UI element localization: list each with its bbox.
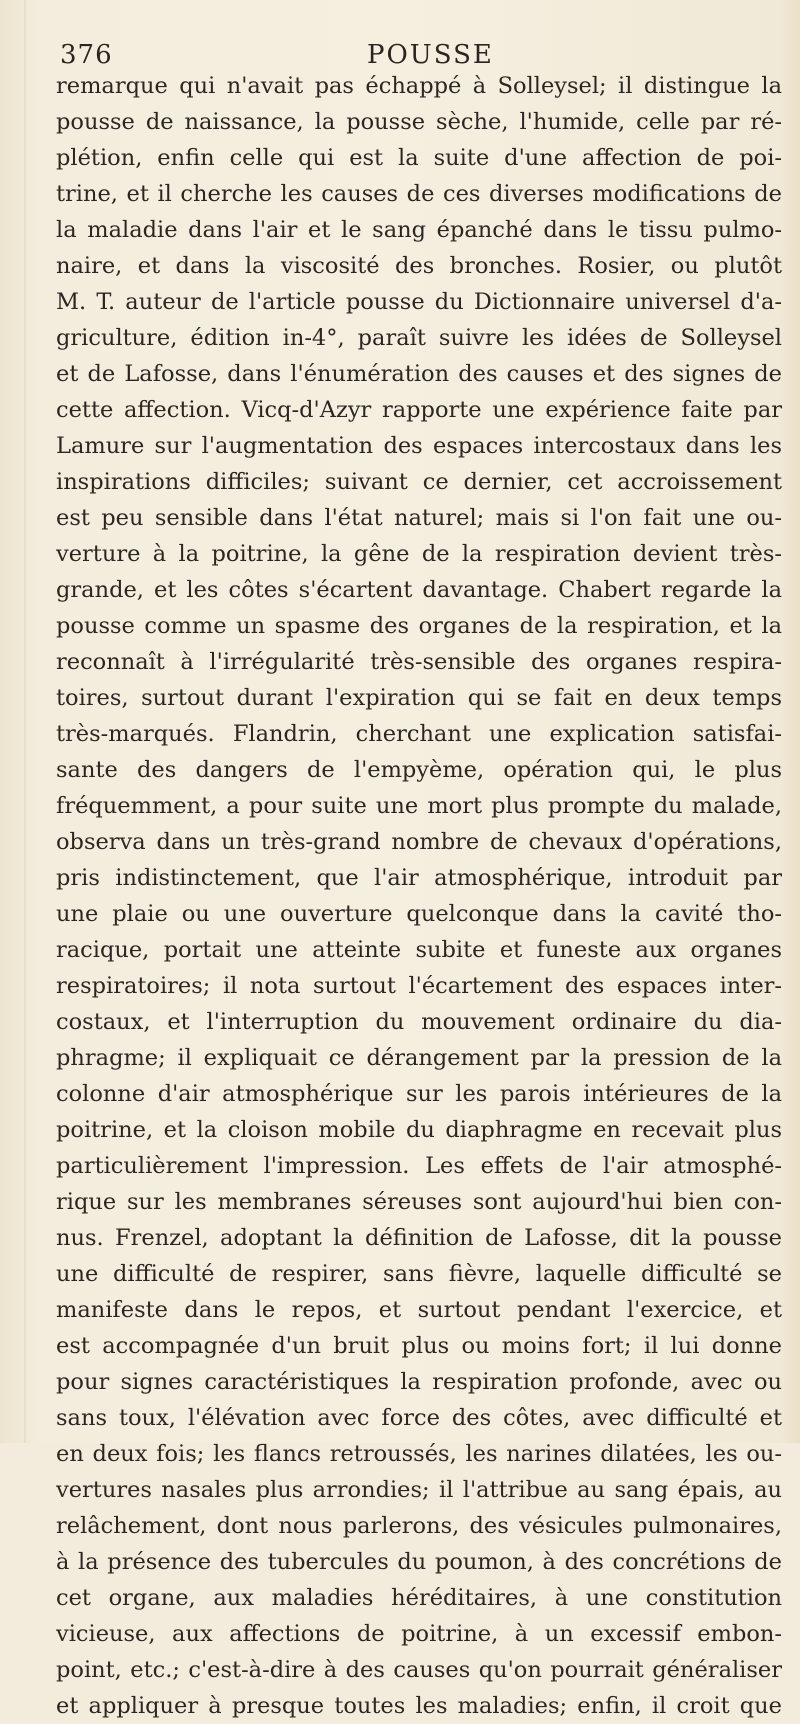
text-line: est peu sensible dans l'état naturel; mais si l'on fait une ou- [56, 505, 782, 531]
text-line: costaux, et l'interruption du mouvement ordinaire du dia- [56, 1009, 782, 1035]
text-line: remarque qui n'avait pas échappé à Solleysel; il distingue la [56, 73, 782, 99]
text-line: à la présence des tubercules du poumon, à des concrétions de [56, 1549, 782, 1575]
text-line: toires, surtout durant l'expiration qui se fait en deux temps [56, 685, 782, 711]
body-text [56, 68, 782, 1724]
text-line: inspirations difficiles; suivant ce dernier, cet accroissement [56, 469, 782, 495]
text-line: cet organe, aux maladies héréditaires, à une constitution [56, 1585, 782, 1611]
text-line: la maladie dans l'air et le sang épanché dans le tissu pulmo- [56, 217, 782, 243]
text-line: sans toux, l'élévation avec force des côtes, avec difficulté et [56, 1405, 782, 1431]
text-line: vertures nasales plus arrondies; il l'attribue au sang épais, au [56, 1477, 782, 1503]
text-line: et appliquer à presque toutes les maladies; enfin, il croit que [56, 1693, 782, 1719]
text-line: pris indistinctement, que l'air atmosphérique, introduit par [56, 865, 782, 891]
text-line: en deux fois; les flancs retroussés, les narines dilatées, les ou- [56, 1441, 782, 1467]
text-line: relâchement, dont nous parlerons, des vésicules pulmonaires, [56, 1513, 782, 1539]
text-line: est accompagnée d'un bruit plus ou moins fort; il lui donne [56, 1333, 782, 1359]
text-line: manifeste dans le repos, et surtout pendant l'exercice, et [56, 1297, 782, 1323]
text-line: phragme; il expliquait ce dérangement par la pression de la [56, 1045, 782, 1071]
text-line: rique sur les membranes séreuses sont aujourd'hui bien con- [56, 1189, 782, 1215]
text-line: sante des dangers de l'empyème, opération qui, le plus [56, 757, 782, 783]
text-line: colonne d'air atmosphérique sur les parois intérieures de la [56, 1081, 782, 1107]
text-line: racique, portait une atteinte subite et funeste aux organes [56, 937, 782, 963]
text-line: pousse comme un spasme des organes de la respiration, et la [56, 613, 782, 639]
text-line: une difficulté de respirer, sans fièvre, laquelle difficulté se [56, 1261, 782, 1287]
text-line: plétion, enfin celle qui est la suite d'une affection de poi- [56, 145, 782, 171]
running-head: POUSSE [367, 40, 494, 70]
text-line: et de Lafosse, dans l'énumération des causes et des signes de [56, 361, 782, 387]
text-line: respiratoires; il nota surtout l'écartement des espaces inter- [56, 973, 782, 999]
text-line: trine, et il cherche les causes de ces diverses modifications de [56, 181, 782, 207]
text-line: une plaie ou une ouverture quelconque dans la cavité tho- [56, 901, 782, 927]
text-line: naire, et dans la viscosité des bronches. Rosier, ou plutôt [56, 253, 782, 279]
text-line: M. T. auteur de l'article pousse du Dictionnaire universel d'a- [56, 289, 782, 315]
text-line: poitrine, et la cloison mobile du diaphragme en recevait plus [56, 1117, 782, 1143]
text-line: très-marqués. Flandrin, cherchant une explication satisfai- [56, 721, 782, 747]
text-line: observa dans un très-grand nombre de chevaux d'opérations, [56, 829, 782, 855]
text-line: point, etc.; c'est-à-dire à des causes qu'on pourrait généraliser [56, 1657, 782, 1683]
text-line: fréquemment, a pour suite une mort plus prompte du malade, [56, 793, 782, 819]
text-line: nus. Frenzel, adoptant la définition de Lafosse, dit la pousse [56, 1225, 782, 1251]
text-line: griculture, édition in-4°, paraît suivre les idées de Solleysel [56, 325, 782, 351]
text-line: reconnaît à l'irrégularité très-sensible des organes respira- [56, 649, 782, 675]
text-line: particulièrement l'impression. Les effets de l'air atmosphé- [56, 1153, 782, 1179]
text-line: grande, et les côtes s'écartent davantage. Chabert regarde la [56, 577, 782, 603]
text-line: cette affection. Vicq-d'Azyr rapporte une expérience faite par [56, 397, 782, 423]
page-crease [24, 0, 26, 1443]
text-line: vicieuse, aux affections de poitrine, à un excessif embon- [56, 1621, 782, 1647]
page-number: 376 [60, 40, 113, 70]
text-line: Lamure sur l'augmentation des espaces intercostaux dans les [56, 433, 782, 459]
text-line: pour signes caractéristiques la respiration profonde, avec ou [56, 1369, 782, 1395]
text-line: pousse de naissance, la pousse sèche, l'humide, celle par ré- [56, 109, 782, 135]
text-line: verture à la poitrine, la gêne de la respiration devient très- [56, 541, 782, 567]
